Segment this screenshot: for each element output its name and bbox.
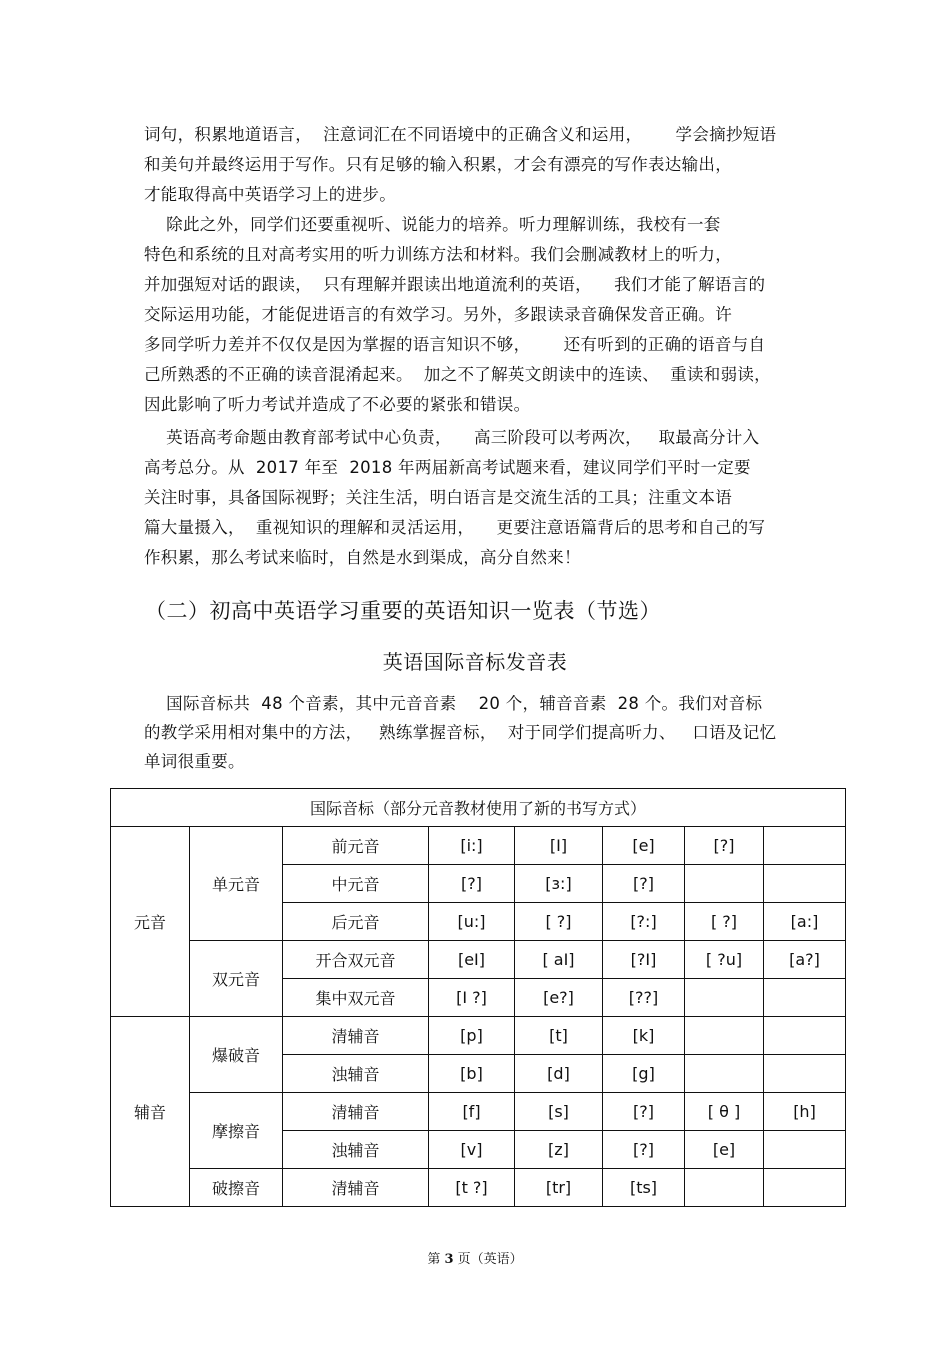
table-cell: [i:] [429,827,515,865]
table-cell: [s] [515,1093,603,1131]
subgroup-monophthong: 单元音 [190,827,283,941]
table-cell [764,1017,846,1055]
table-cell: [v] [429,1131,515,1169]
paragraph-line: 词句，积累地道语言， 注意词汇在不同语境中的正确含义和运用， 学会摘抄短语 [144,125,777,144]
paragraph-line: 特色和系统的且对高考实用的听力训练方法和材料。我们会删减教材上的听力， [144,245,732,264]
paragraph-line: 己所熟悉的不正确的读音混淆起来。 加之不了解英文朗读中的连读、 重读和弱读， [144,365,771,384]
table-cell [764,1169,846,1207]
table-cell: [??] [603,979,685,1017]
table-cell: [ ?u] [685,941,764,979]
table-cell: [ ?] [515,903,603,941]
paragraph-line: 和美句并最终运用于写作。只有足够的输入积累，才会有漂亮的写作表达输出， [144,155,732,174]
table-row [111,941,846,979]
table-row [111,1169,846,1207]
table-cell [764,1055,846,1093]
table-cell [764,827,846,865]
footer-prefix: 第 [427,1252,445,1267]
paragraph-line: 多同学听力差并不仅仅是因为掌握的语言知识不够， 还有听到的正确的语音与自 [144,335,766,354]
paragraph-line: 篇大量摄入， 重视知识的理解和灵活运用， 更要注意语篇背后的思考和自己的写 [144,518,766,537]
table-cell: [b] [429,1055,515,1093]
table-cell [685,865,764,903]
table-cell [685,979,764,1017]
row-label: 中元音 [283,865,429,903]
table-cell: [f] [429,1093,515,1131]
paragraph-line: 关注时事，具备国际视野；关注生活，明白语言是交流生活的工具；注重文本语 [144,488,732,507]
footer-suffix: 页（英语） [453,1252,523,1267]
table-cell [764,865,846,903]
group-consonant: 辅音 [111,1017,190,1207]
intro-line: 的教学采用相对集中的方法， 熟练掌握音标， 对于同学们提高听力、 口语及记忆 [144,723,777,742]
table-cell [685,1169,764,1207]
table-cell: [ ?] [685,903,764,941]
row-label: 后元音 [283,903,429,941]
row-label: 清辅音 [283,1017,429,1055]
row-label: 浊辅音 [283,1131,429,1169]
row-label: 前元音 [283,827,429,865]
subgroup-diphthong: 双元音 [190,941,283,1017]
table-cell [685,1017,764,1055]
row-label: 集中双元音 [283,979,429,1017]
table-cell: [ aI] [515,941,603,979]
subgroup-plosive: 爆破音 [190,1017,283,1093]
table-header: 国际音标（部分元音教材使用了新的书写方式） [111,789,846,827]
table-cell: [eI] [429,941,515,979]
table-cell: [?] [603,1131,685,1169]
paragraph-line: 高考总分。从 2017 年至 2018 年两届新高考试题来看，建议同学们平时一定要 [144,458,751,477]
intro-line: 单词很重要。 [144,752,245,771]
table-cell [764,1131,846,1169]
table-cell: [a?] [764,941,846,979]
paragraph-line: 除此之外，同学们还要重视听、说能力的培养。听力理解训练，我校有一套 [144,215,721,234]
table-cell: [ θ ] [685,1093,764,1131]
table-row [111,1093,846,1131]
table-cell [685,1055,764,1093]
page-number: 3 [444,1252,454,1267]
paragraph-line: 并加强短对话的跟读， 只有理解并跟读出地道流利的英语， 我们才能了解语言的 [144,275,766,294]
table-cell: [k] [603,1017,685,1055]
table-cell: [I] [515,827,603,865]
page-footer [0,1248,950,1267]
table-cell: [a:] [764,903,846,941]
table-cell: [?:] [603,903,685,941]
row-label: 浊辅音 [283,1055,429,1093]
table-cell: [?] [603,1093,685,1131]
paragraph-line: 才能取得高中英语学习上的进步。 [144,185,396,204]
table-cell: [e?] [515,979,603,1017]
table-cell: [d] [515,1055,603,1093]
paragraph-line: 交际运用功能，才能促进语言的有效学习。另外，多跟读录音确保发音正确。许 [144,305,732,324]
table-cell: [g] [603,1055,685,1093]
row-label: 清辅音 [283,1169,429,1207]
group-vowel: 元音 [111,827,190,1017]
table-header-row [111,789,846,827]
table-cell: [h] [764,1093,846,1131]
table-cell: [?I] [603,941,685,979]
table-cell: [I ?] [429,979,515,1017]
table-title: 英语国际音标发音表 [382,650,568,674]
table-cell: [?] [685,827,764,865]
table-cell: [ts] [603,1169,685,1207]
subgroup-fricative: 摩擦音 [190,1093,283,1169]
ipa-table [110,788,846,1207]
table-cell: [t] [515,1017,603,1055]
table-cell: [?] [429,865,515,903]
table-cell: [e] [603,827,685,865]
paragraph-line: 英语高考命题由教育部考试中心负责， 高三阶段可以考两次， 取最高分计入 [144,428,760,447]
table-cell: [u:] [429,903,515,941]
table-cell: [p] [429,1017,515,1055]
table-cell: [t ?] [429,1169,515,1207]
paragraph-line: 因此影响了听力考试并造成了不必要的紧张和错误。 [144,395,531,414]
row-label: 开合双元音 [283,941,429,979]
intro-line: 国际音标共 48 个音素，其中元音音素 20 个，辅音音素 28 个。我们对音标 [144,694,763,713]
table-cell [764,979,846,1017]
table-cell: [z] [515,1131,603,1169]
table-cell: [e] [685,1131,764,1169]
row-label: 清辅音 [283,1093,429,1131]
section-heading: （二）初高中英语学习重要的英语知识一览表（节选） [145,599,661,623]
table-cell: [ɜ:] [515,865,603,903]
table-row [111,827,846,865]
table-row [111,1017,846,1055]
table-cell: [tr] [515,1169,603,1207]
table-cell: [?] [603,865,685,903]
paragraph-line: 作积累，那么考试来临时，自然是水到渠成，高分自然来！ [144,548,581,567]
subgroup-affricate: 破擦音 [190,1169,283,1207]
